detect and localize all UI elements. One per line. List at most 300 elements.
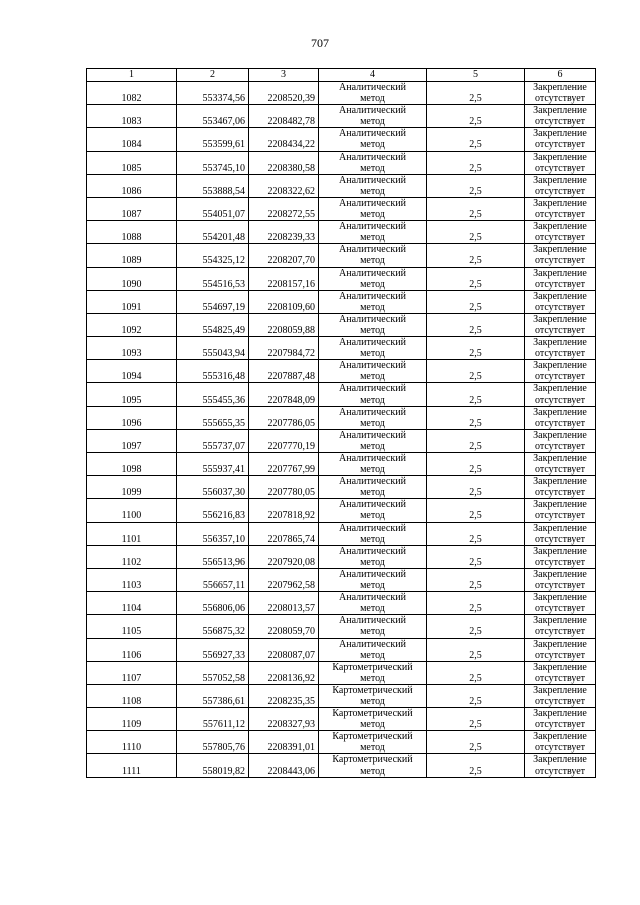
method-line-1: Аналитический	[339, 197, 406, 209]
coord-x-cell	[177, 174, 249, 197]
coord-x: 553374,56	[202, 93, 245, 105]
fixing-line-1: Закрепление	[533, 615, 587, 627]
fixing-line-2: отсутствует	[534, 139, 586, 151]
method-line-1: Аналитический	[339, 244, 406, 256]
coord-y-cell	[249, 337, 319, 360]
method-line-2: метод	[360, 116, 385, 128]
coord-y: 2207887,48	[267, 371, 315, 383]
method-cell	[319, 661, 427, 684]
method-line-2: метод	[360, 371, 385, 383]
fixing-cell	[525, 731, 596, 754]
accuracy-value: 2,5	[469, 348, 482, 360]
coord-y-cell	[249, 522, 319, 545]
fixing-line-2: отсутствует	[534, 278, 586, 290]
accuracy-value: 2,5	[469, 672, 482, 684]
point-number: 1087	[121, 209, 142, 221]
fixing-line-1: Закрепление	[533, 221, 587, 233]
coord-x: 557052,58	[202, 672, 245, 684]
table-row	[87, 267, 596, 290]
coord-x-cell	[177, 360, 249, 383]
fixing-line-2: отсутствует	[534, 440, 586, 452]
accuracy-cell	[427, 174, 525, 197]
coord-y-cell	[249, 82, 319, 105]
accuracy-value: 2,5	[469, 162, 482, 174]
coord-y-cell	[249, 360, 319, 383]
page-number: 707	[311, 36, 329, 50]
coord-x-cell	[177, 708, 249, 731]
coord-x: 557611,12	[202, 719, 245, 731]
table-row	[87, 661, 596, 684]
point-number: 1091	[121, 301, 142, 313]
method-cell	[319, 383, 427, 406]
fixing-cell	[525, 545, 596, 568]
coord-x-cell	[177, 383, 249, 406]
coord-x: 556513,96	[202, 556, 245, 568]
method-line-2: метод	[360, 626, 385, 638]
coord-y: 2208207,70	[267, 255, 315, 267]
fixing-line-1: Закрепление	[533, 592, 587, 604]
method-line-1: Аналитический	[339, 406, 406, 418]
fixing-line-1: Закрепление	[533, 197, 587, 209]
fixing-line-1: Закрепление	[533, 476, 587, 488]
method-line-2: метод	[360, 232, 385, 244]
method-line-1: Аналитический	[339, 174, 406, 186]
method-cell	[319, 731, 427, 754]
coord-y: 2208087,07	[267, 649, 315, 661]
accuracy-cell	[427, 360, 525, 383]
point-number-cell	[87, 383, 177, 406]
point-number: 1107	[121, 672, 142, 684]
method-line-1: Аналитический	[339, 476, 406, 488]
method-cell	[319, 174, 427, 197]
coord-y-cell	[249, 708, 319, 731]
point-number-cell	[87, 151, 177, 174]
coord-x-cell	[177, 105, 249, 128]
accuracy-cell	[427, 638, 525, 661]
fixing-line-2: отсутствует	[534, 209, 586, 221]
fixing-cell	[525, 615, 596, 638]
method-line-1: Аналитический	[339, 151, 406, 163]
method-line-2: метод	[360, 301, 385, 313]
point-number-cell	[87, 754, 177, 777]
coord-y: 2208327,93	[267, 719, 315, 731]
point-number-cell	[87, 244, 177, 267]
coord-x-cell	[177, 337, 249, 360]
point-number-cell	[87, 128, 177, 151]
accuracy-cell	[427, 522, 525, 545]
fixing-cell	[525, 476, 596, 499]
method-cell	[319, 360, 427, 383]
method-line-2: метод	[360, 464, 385, 476]
coord-x: 553467,06	[202, 116, 245, 128]
accuracy-value: 2,5	[469, 255, 482, 267]
method-line-1: Аналитический	[339, 615, 406, 627]
accuracy-value: 2,5	[469, 93, 482, 105]
accuracy-value: 2,5	[469, 394, 482, 406]
method-line-1: Аналитический	[339, 499, 406, 511]
fixing-line-2: отсутствует	[534, 672, 586, 684]
coord-y: 2207848,09	[267, 394, 315, 406]
accuracy-cell	[427, 684, 525, 707]
table-body	[87, 82, 596, 778]
point-number-cell	[87, 429, 177, 452]
method-cell	[319, 128, 427, 151]
point-number: 1100	[121, 510, 142, 522]
coord-y: 2208235,35	[267, 695, 315, 707]
point-number: 1097	[121, 440, 142, 452]
method-line-1: Аналитический	[339, 105, 406, 117]
coord-y-cell	[249, 661, 319, 684]
point-number: 1105	[121, 626, 142, 638]
method-line-1: Аналитический	[339, 453, 406, 464]
coord-x-cell	[177, 244, 249, 267]
point-number-cell	[87, 360, 177, 383]
fixing-cell	[525, 244, 596, 267]
method-line-1: Аналитический	[339, 568, 406, 580]
fixing-line-2: отсутствует	[534, 394, 586, 406]
fixing-line-2: отсутствует	[534, 255, 586, 267]
coord-x-cell	[177, 592, 249, 615]
coord-y-cell	[249, 128, 319, 151]
header-col-1: 1	[87, 69, 177, 82]
coordinates-table	[86, 68, 596, 778]
accuracy-value: 2,5	[469, 116, 482, 128]
fixing-cell	[525, 661, 596, 684]
table-row	[87, 197, 596, 220]
point-number: 1085	[121, 162, 142, 174]
accuracy-value: 2,5	[469, 556, 482, 568]
fixing-line-2: отсутствует	[534, 185, 586, 197]
fixing-line-1: Закрепление	[533, 568, 587, 580]
table-row	[87, 545, 596, 568]
method-line-1: Аналитический	[339, 522, 406, 534]
point-number-cell	[87, 568, 177, 591]
method-line-1: Аналитический	[339, 638, 406, 650]
method-line-2: метод	[360, 278, 385, 290]
fixing-cell	[525, 197, 596, 220]
coord-x: 555455,36	[202, 394, 245, 406]
table-row	[87, 221, 596, 244]
coord-y: 2208136,92	[267, 672, 315, 684]
coord-x: 553888,54	[202, 185, 245, 197]
point-number: 1084	[121, 139, 142, 151]
fixing-line-1: Закрепление	[533, 661, 587, 673]
method-line-1: Картометрический	[332, 661, 413, 673]
fixing-line-1: Закрепление	[533, 128, 587, 140]
point-number-cell	[87, 453, 177, 476]
table-row	[87, 592, 596, 615]
point-number: 1090	[121, 278, 142, 290]
fixing-cell	[525, 592, 596, 615]
point-number: 1099	[121, 487, 142, 499]
coord-y: 2207770,19	[267, 440, 315, 452]
fixing-line-1: Закрепление	[533, 638, 587, 650]
table-row	[87, 151, 596, 174]
table-row	[87, 290, 596, 313]
point-number-cell	[87, 267, 177, 290]
coord-x: 556216,83	[202, 510, 245, 522]
method-line-2: метод	[360, 742, 385, 754]
fixing-line-2: отсутствует	[534, 487, 586, 499]
header-row	[87, 69, 596, 82]
method-line-2: метод	[360, 765, 385, 777]
fixing-line-2: отсутствует	[534, 580, 586, 592]
table-row	[87, 82, 596, 105]
coord-x-cell	[177, 429, 249, 452]
coord-x: 556357,10	[202, 533, 245, 545]
point-number-cell	[87, 708, 177, 731]
coord-y-cell	[249, 754, 319, 777]
fixing-line-1: Закрепление	[533, 545, 587, 557]
fixing-line-1: Закрепление	[533, 522, 587, 534]
fixing-cell	[525, 383, 596, 406]
point-number-cell	[87, 684, 177, 707]
accuracy-cell	[427, 661, 525, 684]
point-number: 1082	[121, 93, 142, 105]
fixing-cell	[525, 453, 596, 476]
coord-x-cell	[177, 684, 249, 707]
fixing-line-2: отсутствует	[534, 162, 586, 174]
fixing-line-1: Закрепление	[533, 244, 587, 256]
fixing-cell	[525, 360, 596, 383]
method-line-2: метод	[360, 185, 385, 197]
fixing-line-2: отсутствует	[534, 93, 586, 105]
coord-x: 553599,61	[202, 139, 245, 151]
point-number: 1111	[122, 765, 141, 777]
coord-y-cell	[249, 476, 319, 499]
table-row	[87, 174, 596, 197]
table-row	[87, 453, 596, 476]
accuracy-cell	[427, 197, 525, 220]
method-line-1: Аналитический	[339, 429, 406, 441]
point-number: 1098	[121, 464, 142, 476]
fixing-cell	[525, 290, 596, 313]
point-number: 1093	[121, 348, 142, 360]
point-number-cell	[87, 638, 177, 661]
point-number-cell	[87, 406, 177, 429]
coord-y: 2208157,16	[267, 278, 315, 290]
fixing-line-1: Закрепление	[533, 337, 587, 349]
fixing-line-2: отсутствует	[534, 603, 586, 615]
coord-y: 2207786,05	[267, 417, 315, 429]
accuracy-value: 2,5	[469, 533, 482, 545]
coord-y: 2208059,88	[267, 324, 315, 336]
coord-y-cell	[249, 638, 319, 661]
fixing-line-1: Закрепление	[533, 684, 587, 696]
coord-y-cell	[249, 592, 319, 615]
coord-x: 554051,07	[202, 209, 245, 221]
method-line-2: метод	[360, 649, 385, 661]
coord-y: 2208109,60	[267, 301, 315, 313]
method-line-2: метод	[360, 139, 385, 151]
fixing-line-2: отсутствует	[534, 348, 586, 360]
method-cell	[319, 82, 427, 105]
table-row	[87, 568, 596, 591]
point-number-cell	[87, 592, 177, 615]
accuracy-cell	[427, 545, 525, 568]
point-number-cell	[87, 197, 177, 220]
method-line-1: Аналитический	[339, 545, 406, 557]
coord-x: 554325,12	[202, 255, 245, 267]
accuracy-cell	[427, 592, 525, 615]
fixing-line-1: Закрепление	[533, 313, 587, 325]
point-number: 1096	[121, 417, 142, 429]
fixing-line-2: отсутствует	[534, 301, 586, 313]
method-cell	[319, 406, 427, 429]
method-line-2: метод	[360, 440, 385, 452]
coord-y: 2208443,06	[267, 765, 315, 777]
coord-x-cell	[177, 522, 249, 545]
coord-y: 2208059,70	[267, 626, 315, 638]
coord-y-cell	[249, 545, 319, 568]
point-number-cell	[87, 661, 177, 684]
method-line-1: Аналитический	[339, 128, 406, 140]
method-cell	[319, 105, 427, 128]
method-cell	[319, 244, 427, 267]
method-line-2: метод	[360, 672, 385, 684]
point-number: 1102	[121, 556, 142, 568]
coord-x: 555655,35	[202, 417, 245, 429]
accuracy-cell	[427, 499, 525, 522]
method-line-2: метод	[360, 695, 385, 707]
fixing-line-1: Закрепление	[533, 499, 587, 511]
coord-y-cell	[249, 267, 319, 290]
fixing-line-1: Закрепление	[533, 453, 587, 464]
table-row	[87, 429, 596, 452]
accuracy-value: 2,5	[469, 185, 482, 197]
method-line-2: метод	[360, 162, 385, 174]
coord-x-cell	[177, 267, 249, 290]
coord-x: 555043,94	[202, 348, 245, 360]
method-line-1: Аналитический	[339, 267, 406, 279]
coord-y-cell	[249, 221, 319, 244]
coord-y-cell	[249, 151, 319, 174]
method-cell	[319, 313, 427, 336]
fixing-cell	[525, 568, 596, 591]
method-cell	[319, 708, 427, 731]
method-line-2: метод	[360, 580, 385, 592]
fixing-line-1: Закрепление	[533, 406, 587, 418]
fixing-cell	[525, 82, 596, 105]
fixing-line-2: отсутствует	[534, 626, 586, 638]
accuracy-value: 2,5	[469, 719, 482, 731]
method-cell	[319, 638, 427, 661]
coord-y: 2208482,78	[267, 116, 315, 128]
accuracy-cell	[427, 267, 525, 290]
table-row	[87, 383, 596, 406]
method-line-2: метод	[360, 603, 385, 615]
accuracy-value: 2,5	[469, 139, 482, 151]
fixing-cell	[525, 754, 596, 777]
fixing-line-2: отсутствует	[534, 464, 586, 476]
fixing-cell	[525, 313, 596, 336]
fixing-line-1: Закрепление	[533, 105, 587, 117]
method-line-2: метод	[360, 209, 385, 221]
point-number-cell	[87, 545, 177, 568]
method-cell	[319, 545, 427, 568]
fixing-cell	[525, 522, 596, 545]
coord-y: 2208272,55	[267, 209, 315, 221]
table-row	[87, 244, 596, 267]
accuracy-cell	[427, 128, 525, 151]
fixing-line-2: отсутствует	[534, 232, 586, 244]
coord-x-cell	[177, 313, 249, 336]
method-line-1: Аналитический	[339, 337, 406, 349]
coord-x: 557386,61	[202, 695, 245, 707]
fixing-cell	[525, 708, 596, 731]
method-line-2: метод	[360, 324, 385, 336]
coord-y: 2207818,92	[267, 510, 315, 522]
method-line-2: метод	[360, 556, 385, 568]
coord-y-cell	[249, 499, 319, 522]
accuracy-cell	[427, 615, 525, 638]
coord-y-cell	[249, 429, 319, 452]
accuracy-value: 2,5	[469, 649, 482, 661]
point-number: 1088	[121, 232, 142, 244]
fixing-line-1: Закрепление	[533, 383, 587, 395]
accuracy-cell	[427, 406, 525, 429]
coord-x: 554201,48	[202, 232, 245, 244]
coord-y: 2207865,74	[267, 533, 315, 545]
accuracy-cell	[427, 313, 525, 336]
point-number: 1106	[121, 649, 142, 661]
point-number: 1086	[121, 185, 142, 197]
fixing-line-2: отсутствует	[534, 556, 586, 568]
fixing-line-1: Закрепление	[533, 708, 587, 720]
point-number-cell	[87, 174, 177, 197]
table-row	[87, 754, 596, 777]
method-line-2: метод	[360, 255, 385, 267]
fixing-cell	[525, 499, 596, 522]
accuracy-value: 2,5	[469, 324, 482, 336]
header-col-4: 4	[319, 69, 427, 82]
accuracy-value: 2,5	[469, 695, 482, 707]
accuracy-cell	[427, 476, 525, 499]
table-row	[87, 476, 596, 499]
point-number: 1108	[121, 695, 142, 707]
method-cell	[319, 684, 427, 707]
coord-y-cell	[249, 105, 319, 128]
fixing-cell	[525, 105, 596, 128]
method-cell	[319, 290, 427, 313]
coord-y: 2208322,62	[267, 185, 315, 197]
method-cell	[319, 568, 427, 591]
method-line-1: Аналитический	[339, 313, 406, 325]
point-number: 1109	[121, 719, 142, 731]
point-number-cell	[87, 476, 177, 499]
point-number: 1104	[121, 603, 142, 615]
coord-x: 557805,76	[202, 742, 245, 754]
coord-x-cell	[177, 128, 249, 151]
coord-x-cell	[177, 499, 249, 522]
table-row	[87, 128, 596, 151]
method-line-2: метод	[360, 719, 385, 731]
point-number-cell	[87, 731, 177, 754]
method-cell	[319, 197, 427, 220]
coord-x: 556657,11	[202, 580, 245, 592]
table-row	[87, 313, 596, 336]
method-cell	[319, 453, 427, 476]
fixing-line-2: отсутствует	[534, 765, 586, 777]
method-line-1: Картометрический	[332, 684, 413, 696]
fixing-cell	[525, 174, 596, 197]
coord-y-cell	[249, 244, 319, 267]
coord-y: 2208013,57	[267, 603, 315, 615]
method-line-2: метод	[360, 510, 385, 522]
table-row	[87, 684, 596, 707]
fixing-cell	[525, 221, 596, 244]
point-number-cell	[87, 82, 177, 105]
